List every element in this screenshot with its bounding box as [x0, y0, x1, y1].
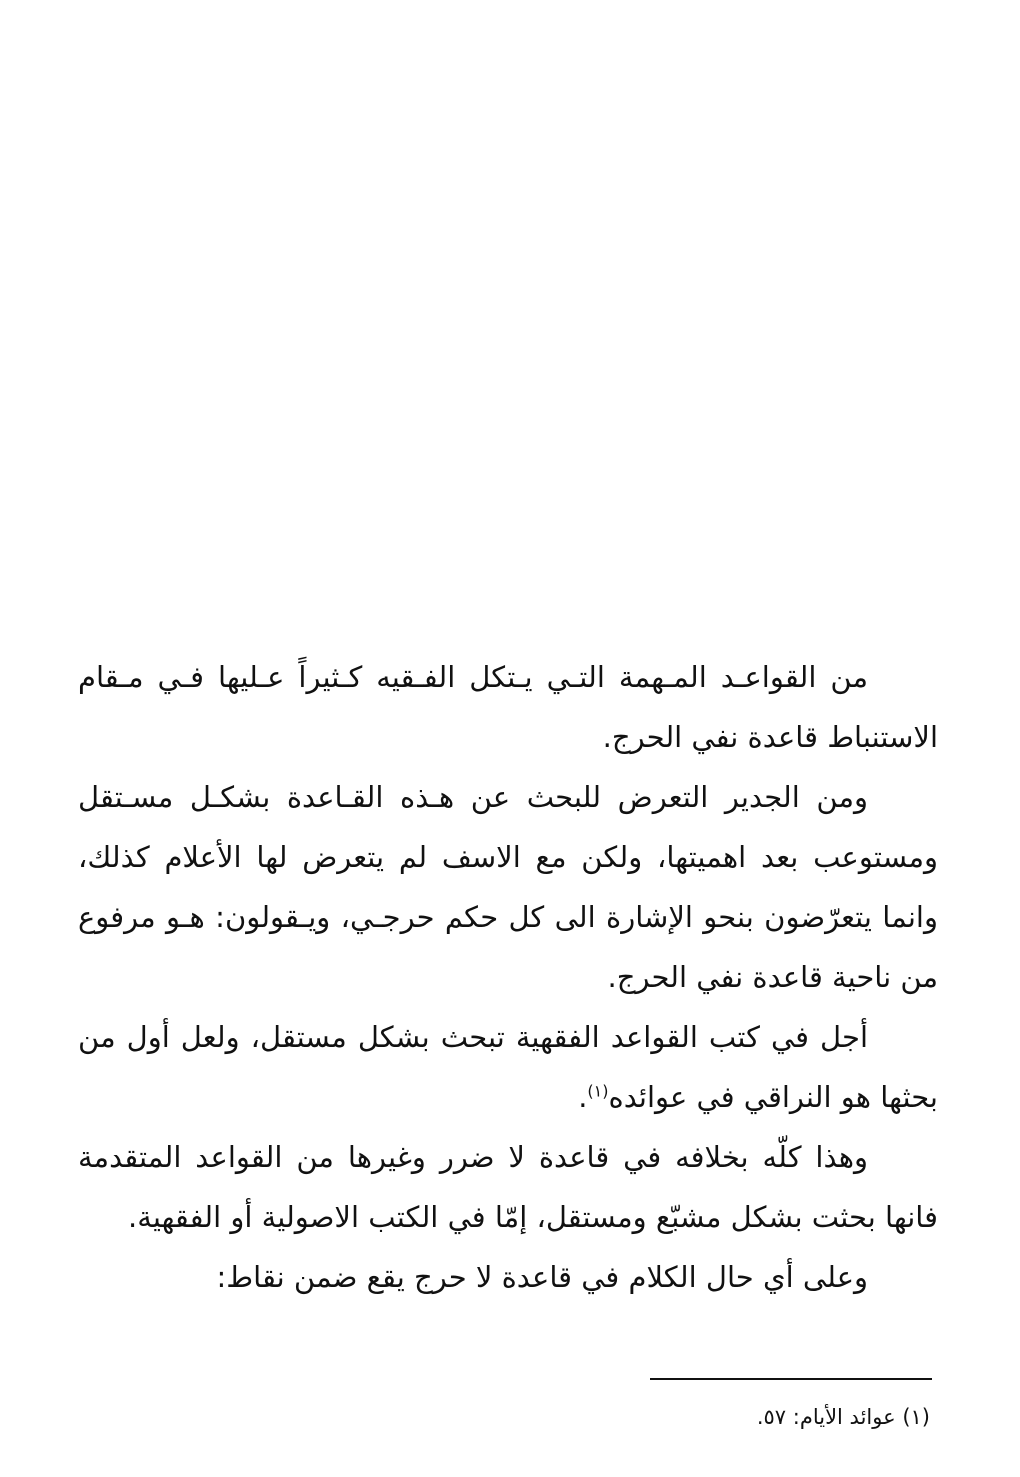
paragraph-naraqi — [78, 1007, 938, 1127]
footnote-divider — [650, 1378, 932, 1380]
footnote: (١) عوائد الأيام: ٥٧. — [756, 1405, 930, 1429]
paragraph-research-need: ومن الجدير التعرض للبحث عن هـذه القـاعدة بشكـل مسـتقل ومستوعب بعد اهميتها، ولكن مع الاسف لم يتعرض لها الأعلام كذلك، وانما يتعرّضون بنحو الإشارة الى كل حكم حرجـي، ويـقولون: هـو مرفوع من ناحية قاعدة نفي الحرج. — [78, 780, 938, 994]
page-body — [78, 647, 938, 1307]
paragraph-la-darar: وهذا كلّه بخلافه في قاعدة لا ضرر وغيرها من القواعد المتقدمة فانها بحثت بشكل مشبّع ومستقل، إمّا في الكتب الاصولية أو الفقهية. — [78, 1140, 938, 1234]
paragraph-naraqi-end: . — [578, 1080, 588, 1114]
paragraph-points: وعلى أي حال الكلام في قاعدة لا حرج يقع ضمن نقاط: — [216, 1260, 868, 1294]
paragraph-naraqi-text: أجل في كتب القواعد الفقهية تبحث بشكل مستقل، ولعل أول من بحثها هو النراقي في عوائده — [78, 1020, 938, 1114]
footnote-reference: (١) — [587, 1081, 609, 1101]
paragraph-intro: من القواعـد المـهمة التـي يـتكل الفـقيه كـثيراً عـليها فـي مـقام الاستنباط قاعدة نفي الحرج. — [78, 660, 938, 754]
